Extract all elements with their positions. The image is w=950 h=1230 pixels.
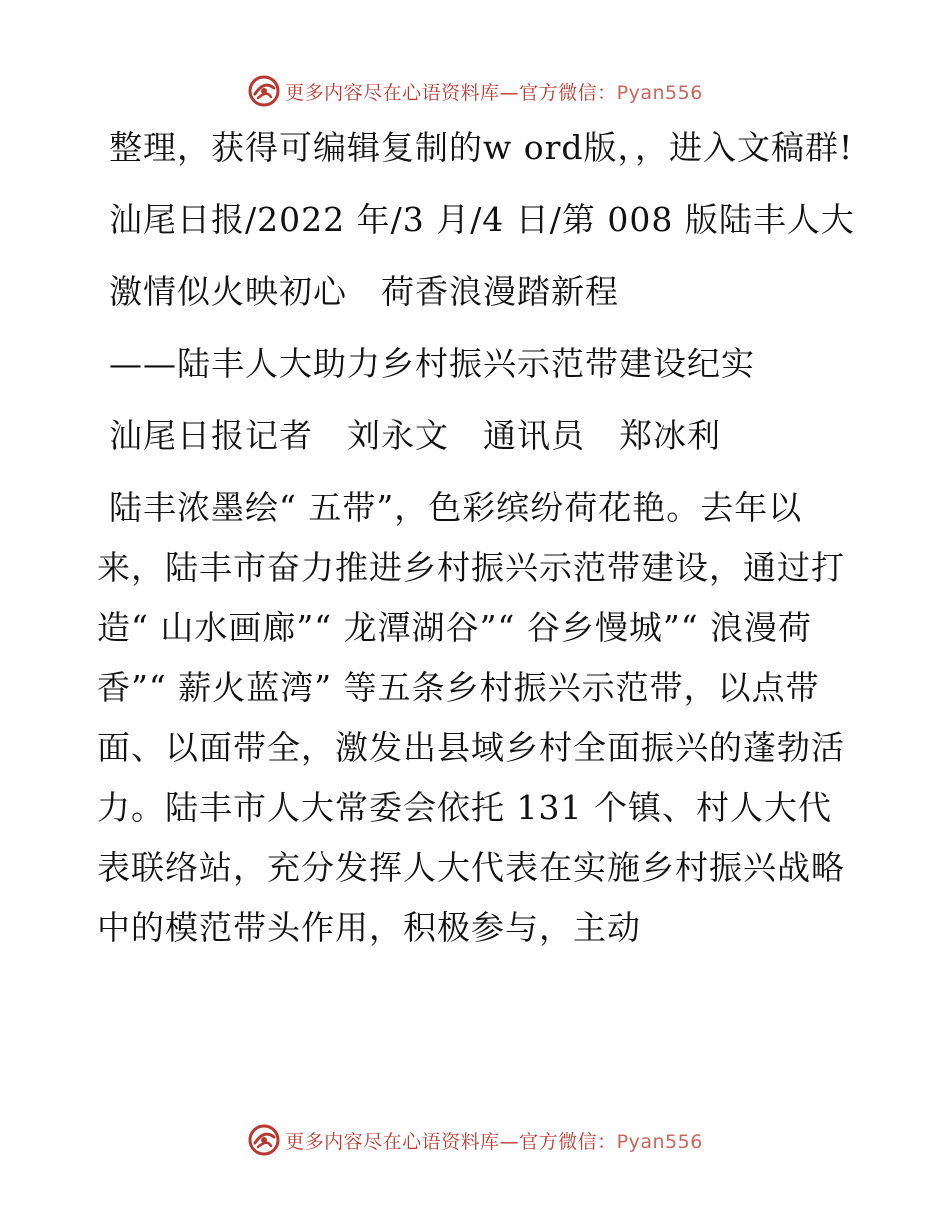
byline: 汕尾日报记者 刘永文 通讯员 郑冰利 bbox=[109, 416, 721, 455]
source-line: 汕尾日报/2022 年/3 月/4 日/第 008 版陆丰人大 bbox=[109, 200, 855, 239]
wechat-handle: Pyan556 bbox=[616, 81, 703, 104]
header-watermark-banner bbox=[0, 71, 950, 111]
footer-watermark-banner bbox=[0, 1120, 950, 1160]
article-subtitle: ——陆丰人大助力乡村振兴示范带建设纪实 bbox=[109, 344, 755, 383]
banner-text: 更多内容尽在心语资料库—官方微信：Pyan556 bbox=[285, 81, 703, 104]
body-paragraph: 陆丰浓墨绘“ 五带”，色彩缤纷荷花艳。去年以来，陆丰市奋力推进乡村振兴示范带建设，通过打造“ 山水画廊”“ 龙潭湖谷”“ 谷乡慢城”“ 浪漫荷香”“ 薪火蓝湾” 等五条乡村振兴示范带，以点带面、以面带全，激发出县域乡村全面振兴的蓬勃活力。陆丰市人大常委会依托 131 个镇、村人大代表联络站，充分发挥人大代表在实施乡村振兴战略中的模范带头作用，积极参与，主动 bbox=[97, 488, 845, 947]
wechat-handle: Pyan556 bbox=[616, 1130, 703, 1153]
banner-text: 更多内容尽在心语资料库—官方微信：Pyan556 bbox=[285, 1130, 703, 1153]
swirl-logo-icon bbox=[247, 1123, 281, 1157]
swirl-logo-icon bbox=[247, 74, 281, 108]
article-title: 激情似火映初心 荷香浪漫踏新程 bbox=[109, 272, 619, 311]
document-body bbox=[97, 118, 857, 970]
intro-paragraph: 整理，获得可编辑复制的w ord版，，进入文稿群! bbox=[109, 128, 854, 167]
